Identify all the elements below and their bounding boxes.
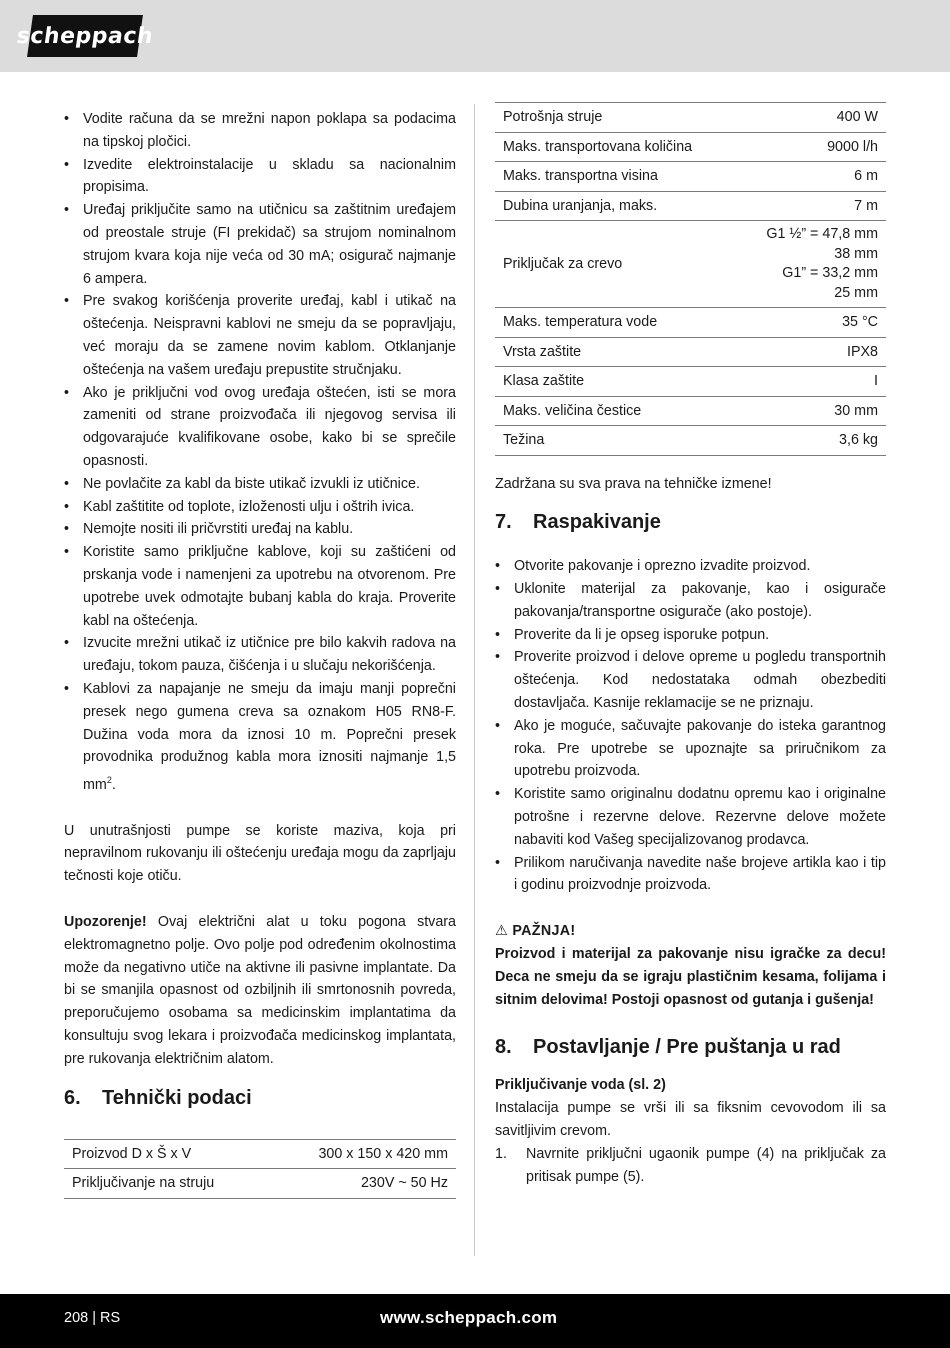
spec-table-right	[495, 102, 886, 456]
section-number: 7.	[495, 511, 512, 534]
spec-label: Vrsta zaštite	[495, 337, 736, 367]
footer-bar	[0, 1294, 950, 1348]
spec-label: Dubina uranjanja, maks.	[495, 191, 736, 221]
table-row	[495, 103, 886, 133]
spec-value: 9000 l/h	[736, 132, 886, 162]
table-row	[64, 1139, 456, 1169]
table-row	[64, 1169, 456, 1199]
list-item: • Izvucite mrežni utikač iz utičnice pre bilo kakvih radova na uređaju, tokom pauza, čišćenja i u slučaju nekorišćenja.	[64, 632, 456, 678]
list-item: • Proverite proizvod i delove opreme u pogledu transportnih oštećenja. Kod nedostataka odmah obezbediti dostavljača. Kasnije reklamacije se ne priznaju.	[495, 646, 886, 714]
list-item: • Koristite samo priključne kablove, koji su zaštićeni od prskanja vode i namenjeni za upotrebu na otvorenom. Pre upotrebe uvek odmotajte bubanj kabla do kraja. Proverite kabl na oštećenja.	[64, 541, 456, 632]
subheading-water-connection: Priključivanje voda (sl. 2)	[495, 1077, 666, 1094]
cable-cross-section-text: Kablovi za napajanje ne smeju da imaju manji poprečni presek nego gumena creva sa oznakom H05 RN8-F. Dužina voda mora da iznosi 10 m. Poprečni presek provodnika produžnog kabla mora iznositi najmanje 1,5 mm	[83, 680, 456, 793]
section-heading-technical-data	[64, 1085, 456, 1111]
list-item: • Nemojte nositi ili pričvrstiti uređaj na kablu.	[64, 518, 456, 541]
spec-value: 3,6 kg	[736, 426, 886, 456]
spec-label: Klasa zaštite	[495, 367, 736, 397]
spec-value: IPX8	[736, 337, 886, 367]
section-number: 8.	[495, 1036, 512, 1059]
list-item: • Pre svakog korišćenja proverite uređaj, kabl i utikač na oštećenja. Neispravni kablovi ne smeju da se popravljaju, već moraju da se zamene novim kablom. Otklanjanje oštećenja na vašem uređaju prepustite stručnjaku.	[64, 290, 456, 381]
table-row	[495, 132, 886, 162]
left-column	[64, 108, 456, 1199]
list-item: • Vodite računa da se mrežni napon poklapa sa podacima na tipskoj pločici.	[64, 108, 456, 154]
right-column	[495, 102, 886, 1188]
list-item: • Kabl zaštitite od toplote, izloženosti ulju i oštrih ivica.	[64, 496, 456, 519]
table-row	[495, 221, 886, 308]
list-item: • Ne povlačite za kabl da biste utikač izvukli iz utičnice.	[64, 473, 456, 496]
spec-value: 30 mm	[736, 396, 886, 426]
spec-value	[736, 221, 886, 308]
spec-value: I	[736, 367, 886, 397]
warning-text: Ovaj električni alat u toku pogona stvara elektromagnetno polje. Ovo polje pod određenim okolnostima može da negativno utiče na aktivne ili pasivne implantate. Da bi se smanjila opasnost od ozbiljnih ili smrtonosnih povreda, preporučujemo osobama sa medicinskim implantatima da konsultuju svog lekara i proizvođača medicinskog implantata, pre rukovanja električnim alatom.	[64, 914, 456, 1067]
hose-value: 25 mm	[834, 284, 878, 301]
hose-value: G1” = 33,2 mm	[782, 265, 878, 281]
table-row	[495, 162, 886, 192]
spec-table-left	[64, 1139, 456, 1199]
section-title: Tehnički podaci	[102, 1086, 252, 1109]
spec-value: 7 m	[736, 191, 886, 221]
list-item: • Ako je moguće, sačuvajte pakovanje do isteka garantnog roka. Pre upotrebe se upoznajte sa priručnikom za upotrebu proizvoda.	[495, 715, 886, 783]
sentence-end: .	[111, 776, 116, 793]
spec-label: Težina	[495, 426, 736, 456]
table-row	[495, 191, 886, 221]
list-item: • Koristite samo originalnu dodatnu opremu kao i originalne potrošne i rezervne delove. Rezervne delove možete nabaviti kod Vašeg specijalizovanog prodavca.	[495, 783, 886, 851]
unpacking-bullet-list	[495, 555, 886, 897]
safety-bullet-list	[64, 108, 456, 797]
lubricant-paragraph: U unutrašnjosti pumpe se koriste maziva, koja pri nepravilnom rukovanju ili oštećenju uređaja mogu da zaprljaju tečnosti koje otiču.	[64, 822, 456, 885]
table-row	[495, 396, 886, 426]
installation-paragraph: Instalacija pumpe se vrši ili sa fiksnim cevovodom ili sa savitljivim crevom.	[495, 1100, 886, 1140]
rights-note: Zadržana su sva prava na tehničke izmene!	[495, 475, 772, 492]
scheppach-logo: scheppach	[27, 15, 143, 57]
header-bar	[0, 0, 950, 72]
hose-value: G1 ½” = 47,8 mm	[766, 226, 878, 242]
list-item: • Uklonite materijal za pakovanje, kao i osigurače pakovanja/transportne osigurače (ako postoje).	[495, 578, 886, 624]
step-number: 1.	[495, 1145, 507, 1162]
spec-label: Proizvod D x Š x V	[64, 1139, 268, 1169]
section-number: 6.	[64, 1086, 81, 1109]
page-number: 208 | RS	[64, 1310, 121, 1326]
warning-label: Upozorenje!	[64, 914, 147, 931]
section-title: Postavljanje / Pre puštanja u rad	[533, 1036, 841, 1059]
steps-list	[495, 1143, 886, 1189]
table-row	[495, 337, 886, 367]
caution-text: Proizvod i materijal za pakovanje nisu igračke za decu! Deca ne smeju da se igraju plastičnim kesama, folijama i sitnim delovima! Postoji opasnost od gutanja i gušenja!	[495, 946, 886, 1008]
spec-value: 230V ~ 50 Hz	[268, 1169, 456, 1199]
spec-label: Maks. transportna visina	[495, 162, 736, 192]
spec-label: Priključivanje na struju	[64, 1169, 268, 1199]
list-item: • Otvorite pakovanje i oprezno izvadite proizvod.	[495, 555, 886, 578]
spec-label: Maks. temperatura vode	[495, 308, 736, 338]
list-item: • Ako je priključni vod ovog uređaja oštećen, isti se mora zameniti od strane proizvođača ili njegovog servisa ili odgovarajuće kvalifikovane osobe, kako bi se sprečile opasnosti.	[64, 382, 456, 473]
list-item	[495, 1143, 886, 1189]
superscript: 2	[106, 775, 112, 786]
table-row	[495, 426, 886, 456]
step-text: Navrnite priključni ugaonik pumpe (4) na priključak za pritisak pumpe (5).	[526, 1145, 886, 1185]
spec-value: 400 W	[736, 103, 886, 133]
hose-value: 38 mm	[834, 245, 878, 262]
table-row	[495, 367, 886, 397]
caution-title: PAŽNJA!	[512, 923, 576, 940]
spec-value: 300 x 150 x 420 mm	[268, 1139, 456, 1169]
spec-label: Priključak za crevo	[495, 221, 736, 308]
spec-label: Maks. transportovana količina	[495, 132, 736, 162]
caution-heading	[495, 920, 886, 943]
website-link[interactable]: www.scheppach.com	[380, 1308, 558, 1327]
warning-triangle-icon: ⚠	[495, 923, 509, 940]
spec-label: Maks. veličina čestice	[495, 396, 736, 426]
section-heading-unpacking	[495, 509, 886, 535]
table-row	[495, 308, 886, 338]
section-heading-setup	[495, 1034, 886, 1060]
section-title: Raspakivanje	[533, 511, 661, 534]
list-item: • Uređaj priključite samo na utičnicu sa zaštitnim uređajem od preostale struje (FI prekidač) sa strujom nominalnom strujom kvara koja nije veća od 30 mA; osigurač najmanje 6 ampera.	[64, 199, 456, 290]
spec-label: Potrošnja struje	[495, 103, 736, 133]
column-divider	[474, 104, 475, 1256]
emf-warning-paragraph	[64, 911, 456, 1071]
list-item: • Proverite da li je opseg isporuke potpun.	[495, 624, 886, 647]
list-item	[64, 678, 456, 797]
spec-value: 6 m	[736, 162, 886, 192]
spec-value: 35 °C	[736, 308, 886, 338]
list-item: • Izvedite elektroinstalacije u skladu sa nacionalnim propisima.	[64, 154, 456, 200]
list-item: • Prilikom naručivanja navedite naše brojeve artikla kao i tip i godinu proizvodnje proizvoda.	[495, 852, 886, 898]
